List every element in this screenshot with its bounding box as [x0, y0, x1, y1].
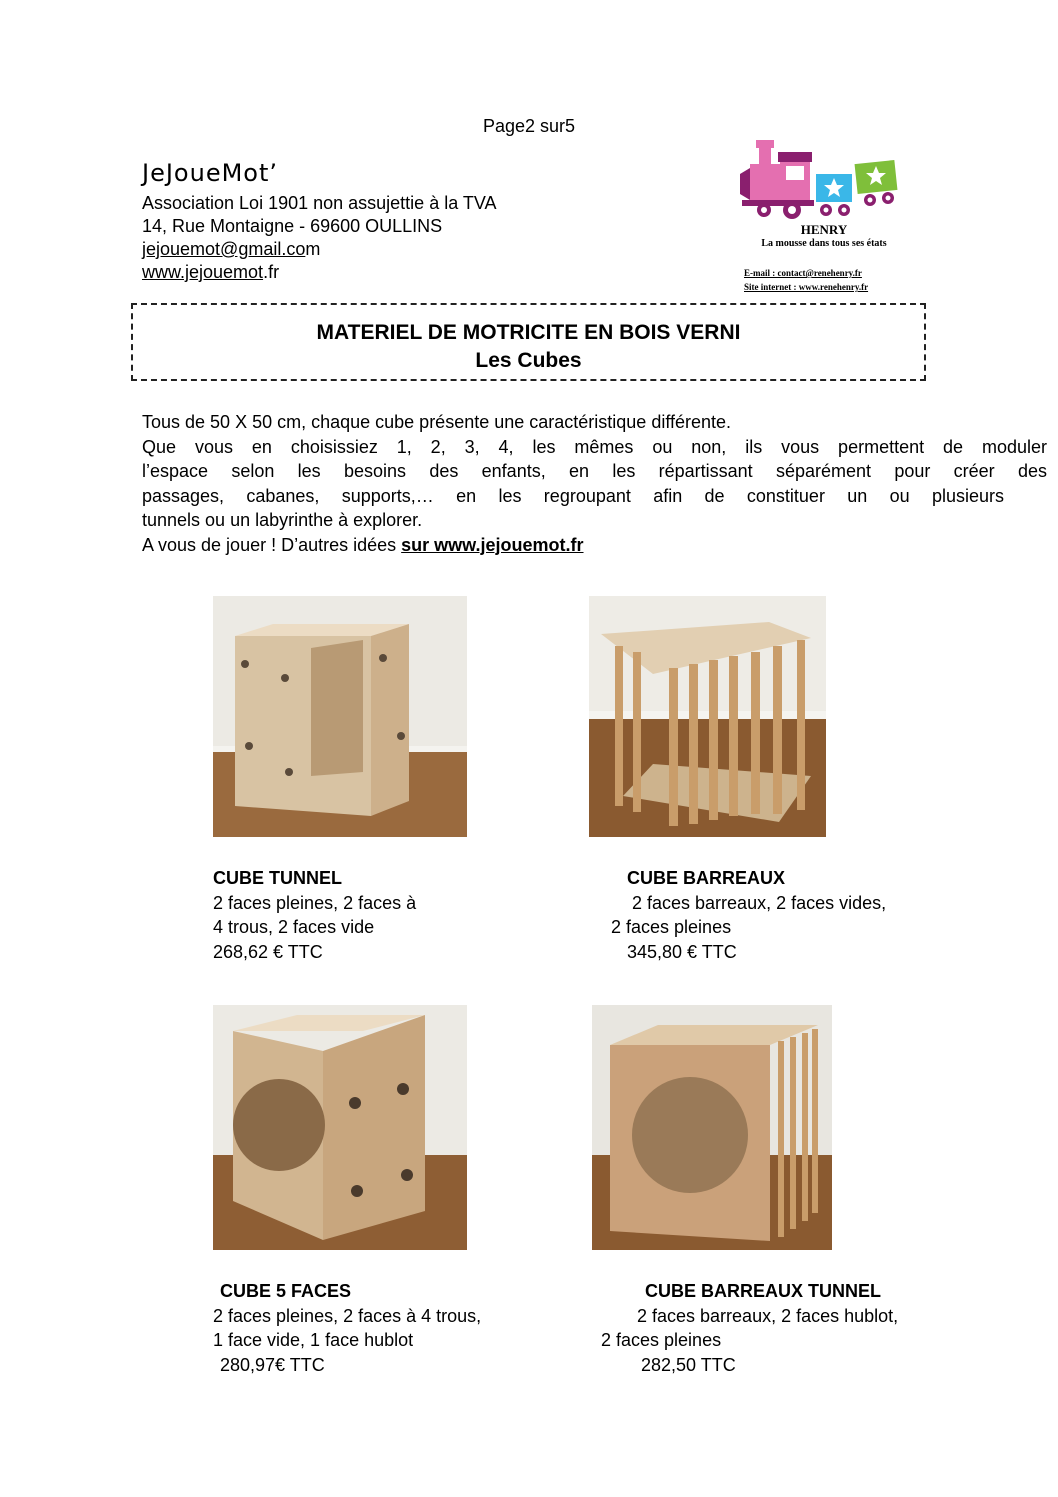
- logo-email[interactable]: E-mail : contact@renehenry.fr: [744, 268, 862, 278]
- product-title: CUBE BARREAUX: [627, 868, 786, 888]
- title-line1: MATERIEL DE MOTRICITE EN BOIS VERNI: [316, 321, 741, 344]
- intro-p2d: tunnels ou un labyrinthe à explorer.: [142, 510, 423, 530]
- cube-tunnel-photo: [213, 596, 467, 837]
- intro-p3-prefix: A vous de jouer ! D’autres idées: [142, 534, 402, 555]
- product-price: 280,97€ TTC: [220, 1354, 325, 1375]
- logo-site[interactable]: Site internet : www.renehenry.fr: [744, 282, 869, 292]
- site-tail: .fr: [263, 262, 280, 282]
- product-desc-line1: 2 faces barreaux, 2 faces vides,: [632, 892, 887, 913]
- intro-p1: Tous de 50 X 50 cm, chaque cube présente une caractéristique différente.: [142, 412, 732, 432]
- org-line1: Association Loi 1901 non assujettie à la TVA: [142, 193, 497, 213]
- product-title: CUBE BARREAUX TUNNEL: [645, 1281, 882, 1301]
- product-desc-line2: 1 face vide, 1 face hublot: [213, 1330, 414, 1350]
- product-card-barreaux-tunnel: [601, 1279, 898, 1377]
- product-price: 282,50 TTC: [641, 1354, 736, 1375]
- cube-barreaux-tunnel-photo: [592, 1005, 832, 1250]
- product-desc-line1: 2 faces pleines, 2 faces à 4 trous,: [213, 1305, 482, 1326]
- intro-p2a: Que vous en choisissiez 1, 2, 3, 4, les mêmes ou non, ils vous permettent de moduler: [142, 436, 1047, 457]
- product-card-barreaux: [611, 866, 886, 964]
- logo-name: HENRY: [800, 222, 848, 237]
- product-price: 268,62 € TTC: [213, 941, 323, 962]
- product-desc-line2: 2 faces pleines: [601, 1330, 722, 1350]
- site-link-bold[interactable]: sur www.jejouemot.fr: [401, 534, 584, 555]
- title-box: [131, 303, 926, 381]
- product-desc-line1: 2 faces barreaux, 2 faces hublot,: [637, 1305, 899, 1326]
- product-title: CUBE 5 FACES: [220, 1281, 352, 1301]
- page-number: Page2 sur5: [482, 116, 576, 136]
- org-email: [142, 238, 497, 261]
- product-title: CUBE TUNNEL: [213, 868, 342, 888]
- org-name: JeJoueMot’: [142, 159, 279, 187]
- title-line2: Les Cubes: [475, 349, 582, 372]
- org-site: [142, 261, 497, 284]
- email-link[interactable]: jejouemot@gmail.co: [142, 239, 306, 259]
- product-desc-line2: 4 trous, 2 faces vide: [213, 917, 375, 937]
- intro-p2b: l’espace selon les besoins des enfants, en les répartissant séparément pour créer des: [142, 461, 1047, 481]
- henry-logo: [736, 134, 912, 294]
- intro-p2c: passages, cabanes, supports,… en les regroupant afin de constituer un ou plusieurs: [142, 485, 1004, 506]
- product-desc-line1: 2 faces pleines, 2 faces à: [213, 892, 417, 913]
- email-tail: m: [305, 239, 321, 259]
- org-line2: 14, Rue Montaigne - 69600 OULLINS: [142, 216, 443, 236]
- product-card-tunnel: [213, 866, 416, 964]
- product-price: 345,80 € TTC: [627, 941, 737, 962]
- intro-text: [142, 410, 1047, 557]
- product-desc-line2: 2 faces pleines: [611, 917, 732, 937]
- logo-tagline: La mousse dans tous ses états: [761, 238, 887, 249]
- cube-barreaux-photo: [589, 596, 826, 837]
- product-card-5-faces: [213, 1279, 481, 1377]
- intro-p3: [142, 533, 1047, 558]
- site-link[interactable]: www.jejouemot: [142, 262, 264, 282]
- org-address: [142, 192, 497, 284]
- cube-5-faces-photo: [213, 1005, 467, 1250]
